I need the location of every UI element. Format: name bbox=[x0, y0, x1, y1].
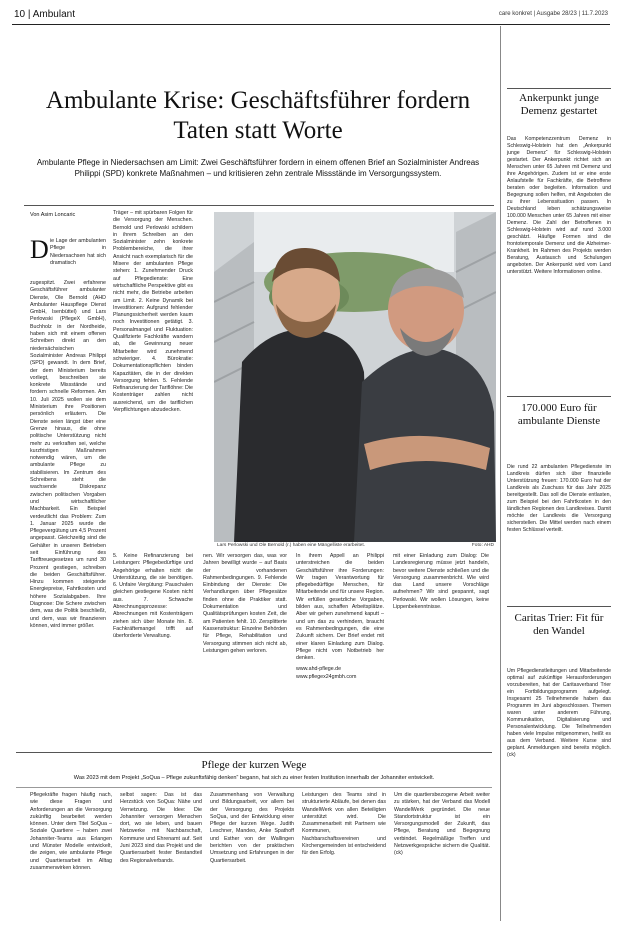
sidebar-rule bbox=[507, 606, 611, 607]
article-author: Von Asim Loncaric bbox=[30, 212, 76, 218]
box-column-3: Zusammenhang von Verwaltung und Bildungsarbeit, vor allem bei der Versorgung des Projekts SoQua, und der Entwicklung einer Pflege der kurzen Wege. Judith Leschner, Mandeo, Anke Spathoff und Esther von der Wallingen berichten von der praktischen Umsetzung und Erfahrungen in der Quartiersarbeit. bbox=[210, 792, 294, 864]
sidebar-1-title: Ankerpunkt junge Demenz gestartet bbox=[519, 92, 599, 117]
sidebar-1-text: Das Kompetenzzentrum Demenz in Schleswig-Holstein hat den „Ankerpunkt junge Demenz“ für Schleswig-Holstein gestartet. Der Ankerpunkt richtet sich an Menschen unter 65 Jahren mit Demenz und ihre Angehörigen. Zudem ist er eine erste Anlaufstelle für Fachkräfte, die Betroffene beraten oder begleiten. Information und Begegnung sollen helfen, mit Angeboten die zu ihrer Lebenssituation passen. In Deutschland leben schätzungsweise 100.000 Menschen unter 65 Jahren mit einer Demenz. Die Zahl der Betroffenen in Schleswig-Holstein wird auf rund 3.000 geschätzt. Häufige Formen sind die frontotemporale Demenz und die Alzheimer-Krankheit. Im Rahmen des Projekts werden Beratung, Austausch und Schulungen angeboten. Der Ankerpunkt wird vom Land unterstützt. Weitere Informationen online. bbox=[507, 136, 611, 275]
header-divider bbox=[12, 24, 610, 25]
article-deck: Ambulante Pflege in Niedersachsen am Limit: Zwei Geschäftsführer fordern in einem offenen Brief an Sozialminister Andreas Philippi (SPD) konkrete Maßnahmen – und kritisieren zehn zentrale Missstände im Versorgungssystem. bbox=[36, 158, 480, 178]
sidebar-3-text: Um Pflegedienstleitungen und Mitarbeitende optimal auf zukünftige Herausforderungen vorzubereiten, hat der Caritasverband Trier ein Fortbildungsprogramm aufgelegt. Insgesamt 25 Teilnehmende haben das Programm im Juni abgeschlossen. Themen waren unter anderem Führung, Kommunikation, Digitalisierung und Personalentwicklung. Die Teilnehmenden haben viele Impulse mitgenommen, heißt es aus dem Verband. Weitere Kurse sind geplant. Anmeldungen sind bereits möglich. (ck) bbox=[507, 668, 611, 758]
box-divider bbox=[16, 787, 492, 788]
deck-divider bbox=[24, 205, 494, 206]
article-column-1-intro: ie Lage der ambulanten Pflege in Niedersachsen hat sich dramatisch bbox=[50, 238, 106, 266]
box-deck: Was 2023 mit dem Projekt „SoQua – Pflege zukunftsfähig denken“ begann, hat sich zu einer festen Institution innerhalb der Johanniter entwickelt. bbox=[73, 775, 435, 781]
article-column-4 bbox=[296, 553, 384, 681]
box-column-2: selbst sagen: Das ist das Herzstück von SoQua: Nähe und Vernetzung. Die Idee: Die Johanniter versorgen Menschen dort, wo sie leben, und bauen Netzwerke mit Nachbarschaft, Kommune und Ehrenamt auf. Seit Juni 2023 sind das Projekt und die Quartiersarbeit fester Bestandteil des Regionalverbands. bbox=[120, 792, 202, 864]
article-headline: Ambulante Krise: Geschäftsführer fordern Taten statt Worte bbox=[45, 87, 471, 144]
article-column-4-text: In ihrem Appell an Philippi unterstreichen die beiden Geschäftsführer ihre Forderungen: Wir tragen Verantwortung für pflegebedürftige Menschen, für Mitarbeitende und für unsere Region. Wir erfüllen gesetzliche Vorgaben, bilden aus, schaffen Arbeitsplätze. Aber wir gehen zunehmend kaputt – und um das zu verhindern, braucht es Rahmenbedingungen, die eine Zukunft sichern. Der Brief endet mit einer klaren Einladung zum Dialog. Pflege nicht vom Notbetrieb her denken. bbox=[296, 553, 384, 662]
box-divider-top bbox=[16, 752, 492, 753]
photo-credit: Foto: AHD bbox=[471, 543, 494, 548]
box-column-5: Um die quartiersbezogene Arbeit weiter zu stärken, hat der Verband das Modell WandelWerk gegründet. Die neue Standortstruktur ist ein Versorgungsmodell der Zukunft, das Pflege, Beratung und Begegnung verbindet. Regelmäßige Treffen und Netzwerkgespräche sichern die Qualität. (ck) bbox=[394, 792, 490, 857]
photo-caption: Lars Perlowski und Ole Bernold (r.) haben eine Mängelliste erarbeitet. bbox=[217, 543, 365, 548]
article-column-3: nen. Wir versorgen das, was vor Jahren bewilligt wurde – auf Basis der vorhandenen Rahmenbedingungen. 9. Fehlende Einbindung der Dienste: Die Verhandlungen über Pflegesätze finden ohne die Praktiker statt. Dokumentation und Qualitätsprüfungen kosten Zeit, die am Patienten fehlt. 10. Zersplitterte Kassenstruktur: Einzelne Behörden für Pflege, Rehabilitation und Versorgung stimmen sich nicht ab, Leistungen gehen verloren. bbox=[203, 553, 287, 654]
sidebar-2-title: 170.000 Euro für ambulante Dienste bbox=[517, 402, 601, 427]
link-pflegex[interactable]: www.pflegex24gmbh.com bbox=[296, 673, 357, 680]
box-title: Pflege der kurzen Wege bbox=[201, 759, 307, 771]
drop-cap: D bbox=[30, 235, 49, 264]
sidebar-3-title: Caritas Trier: Fit für den Wandel bbox=[514, 612, 604, 637]
sidebar-divider bbox=[500, 26, 501, 921]
article-column-2-continued: 5. Keine Refinanzierung bei Leistungen: Pflegebedürftige und Angehörige erhalten nicht die Unterstützung, die sie benötigen. 6. Unfaire Vergütung: Pauschalen gleichen gestiegene Kosten nicht aus. 7. Schwache Abrechnungsprozesse: Abrechnungen mit Kostenträgern ziehen sich über Monate hin. 8. Fachkräftemangel trifft auf überforderte Verwaltung. bbox=[113, 553, 193, 640]
article-column-1: zugespitzt. Zwei erfahrene Geschäftsführer ambulanter Dienste, Ole Bernold (AHD Ambulanter Hauspflege Dienst GmbH, Isenbüttel) und Lars Perlowski (PflegeX GmbH), Buchholz in der Nordheide, haben sich mit einem offenen Schreiben direkt an den niedersächsischen Sozialminister Andreas Philippi (SPD) gewandt. In dem Brief, der dem Ministerium bereits vorliegt, beschreiben sie konkrete Missstände und fordern schnelle Reformen. Am 10. Juli 2025 wollen sie dem Ministerium ihre Positionen persönlich erläutern. Die Dienste seien längst über eine Grenze hinaus, die ohne politische Unterstützung nicht mehr zu verkraften sei, welche kurzfristigen Maßnahmen notwendig wären, um die ambulante Pflege zu stabilisieren. Im Zentrum des Schreibens steht die wachsende Diskrepanz zwischen politischen Vorgaben und wirtschaftlicher Machbarkeit. Ein Beispiel verdeutlicht das Problem: Zum 1. Januar 2025 wurde die Pflegevergütung um 4,5 Prozent angepasst. Gleichzeitig sind die Gehälter in unseren Betrieben seit Einführung des Tariftreuegesetzes um rund 30 Prozent gestiegen, schreiben die beiden Geschäftsführer. Hinzu kommen steigende Energiepreise, Fahrtkosten und höhere Sozialabgaben. Ihre Diagnose: Die Schere zwischen dem, was die Politik beschließt, und dem, was wir finanzieren können, wird immer größer. bbox=[30, 280, 106, 629]
article-column-2: Träger – mit spürbaren Folgen für die Versorgung der Menschen. Bernold und Perlowski schildern in ihrem Schreiben an den Sozialminister zehn konkrete Problembereiche, die ihrer Ansicht nach exemplarisch für die Misere der ambulanten Pflege stehen: 1. Zunehmender Druck auf Pflegedienste: Eine wirtschaftliche Perspektive gibt es nicht mehr, die Betriebe arbeiten am Limit. 2. Keine Dynamik bei Investitionen: Aufgrund fehlender Planungssicherheit werden kaum noch Investitionen getätigt. 3. Personalmangel und Fluktuation: Qualifizierte Fachkräfte wandern ab, die Gewinnung neuer Mitarbeiter wird zunehmend schwieriger. 4. Bürokratie: Dokumentationspflichten binden Kapazitäten, die in der direkten Versorgung fehlen. 5. Fehlende Refinanzierung der Tariflöhne: Die Kostenträger zahlen nicht ausreichend, um die tariflichen Verpflichtungen abzudecken. bbox=[113, 210, 193, 414]
article-column-5: mit einer Einladung zum Dialog: Die Landesregierung müsse jetzt handeln, bevor weitere Dienste schließen und die Versorgung zusammenbricht. Wie wird das Land unsere Vorschläge aufnehmen? Wir sind gespannt, sagt Perlowski. Wir wollen Lösungen, keine Lippenbekenntnisse. bbox=[393, 553, 489, 611]
box-column-1: Pflegekräfte fragen häufig nach, wie diese Fragen und Anforderungen an die Versorgung zukünftig bearbeitet werden können. Unter dem Titel SoQua – Soziale Quartiere – haben zwei Johanniter-Teams aus Erlangen und Münster Modelle entwickelt, die zeigen, wie ambulante Pflege und Quartiersarbeit im Alltag zusammenwirken können. bbox=[30, 792, 112, 871]
link-ahd[interactable]: www.ahd-pflege.de bbox=[296, 666, 342, 673]
sidebar-rule bbox=[507, 88, 611, 89]
article-photo bbox=[214, 212, 496, 542]
section-label: 10 | Ambulant bbox=[14, 9, 75, 20]
sidebar-2-text: Die rund 22 ambulanten Pflegedienste im Landkreis dürfen sich über finanzielle Unterstützung freuen: 170.000 Euro hat der Landkreis als Zuschuss für das Jahr 2025 bereitgestellt. Das soll die Dienste entlasten, zum Beispiel bei den Fahrtkosten in den ländlichen Regionen des Landkreises. Damit möchte der Landkreis die Versorgung sicherstellen. Die Mittel werden nach einem festen Schlüssel verteilt. bbox=[507, 464, 611, 533]
box-column-4: Leistungen des Teams sind in strukturierte Abläufe, bei denen das WandelWerk von allen Beteiligten unterstützt wird. Die Zusammenarbeit mit Partnern wie Kommunen, Nachbarschaftsvereinen und Kirchengemeinden ist entscheidend für den Erfolg. bbox=[302, 792, 386, 857]
issue-info: care konkret | Ausgabe 28/23 | 11.7.2023 bbox=[498, 11, 608, 17]
sidebar-rule bbox=[507, 396, 611, 397]
